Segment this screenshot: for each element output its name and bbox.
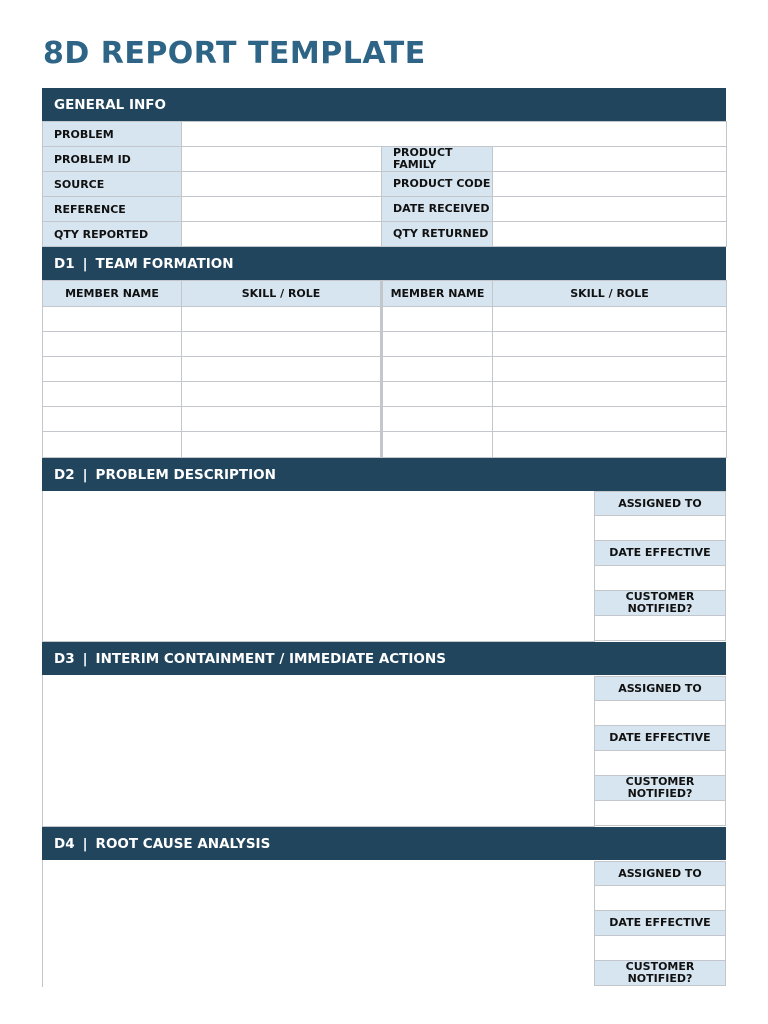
problem-id-field[interactable] [182,147,382,172]
team-table [42,280,727,458]
member-cell[interactable] [382,382,493,407]
qty-reported-field[interactable] [182,222,382,247]
d3-assigned-to-label: ASSIGNED TO [594,676,726,701]
d2-title: PROBLEM DESCRIPTION [95,466,276,483]
d1-code: D1 [54,255,75,272]
team-row [43,382,727,407]
team-row [43,357,727,382]
skill-cell[interactable] [182,407,382,432]
source-field[interactable] [182,172,382,197]
member-cell[interactable] [382,307,493,332]
skill-cell[interactable] [493,382,727,407]
page-title: 8D REPORT TEMPLATE [43,36,426,71]
d2-description-area[interactable] [42,491,595,642]
skill-cell[interactable] [182,307,382,332]
skill-role-header-2: SKILL / ROLE [493,281,727,307]
d3-date-effective-field[interactable] [594,750,726,776]
d4-separator: | [82,835,88,852]
d3-header [42,642,726,675]
reference-label: REFERENCE [43,197,182,222]
d4-date-effective-label: DATE EFFECTIVE [594,910,726,936]
reference-field[interactable] [182,197,382,222]
d2-date-effective-label: DATE EFFECTIVE [594,540,726,566]
team-row [43,432,727,458]
member-cell[interactable] [382,432,493,458]
skill-role-header-1: SKILL / ROLE [182,281,382,307]
skill-cell[interactable] [493,432,727,458]
general-info-header [42,88,726,121]
product-code-field[interactable] [493,172,727,197]
skill-cell[interactable] [493,407,727,432]
product-family-label: PRODUCT FAMILY [382,147,493,172]
skill-cell[interactable] [182,432,382,458]
d4-title: ROOT CAUSE ANALYSIS [95,835,271,852]
team-row [43,307,727,332]
d4-code: D4 [54,835,75,852]
d4-assigned-to-field[interactable] [594,885,726,911]
d4-date-effective-field[interactable] [594,935,726,961]
date-received-label: DATE RECEIVED [382,197,493,222]
d2-customer-notified-field[interactable] [594,615,726,641]
d3-date-effective-label: DATE EFFECTIVE [594,725,726,751]
skill-cell[interactable] [182,332,382,357]
d4-description-area[interactable] [42,860,595,987]
skill-cell[interactable] [493,307,727,332]
source-label: SOURCE [43,172,182,197]
d2-separator: | [82,466,88,483]
d2-assigned-to-label: ASSIGNED TO [594,491,726,516]
member-cell[interactable] [43,382,182,407]
member-cell[interactable] [43,332,182,357]
qty-returned-label: QTY RETURNED [382,222,493,247]
member-cell[interactable] [43,432,182,458]
skill-cell[interactable] [182,357,382,382]
d2-date-effective-field[interactable] [594,565,726,591]
skill-cell[interactable] [493,332,727,357]
team-row [43,407,727,432]
member-name-header-1: MEMBER NAME [43,281,182,307]
problem-id-label: PROBLEM ID [43,147,182,172]
d3-side-panel [594,676,726,826]
d4-assigned-to-label: ASSIGNED TO [594,861,726,886]
problem-field[interactable] [182,122,727,147]
general-info-title: GENERAL INFO [54,96,166,113]
problem-label: PROBLEM [43,122,182,147]
d3-customer-notified-field[interactable] [594,800,726,826]
member-cell[interactable] [382,407,493,432]
member-cell[interactable] [43,307,182,332]
skill-cell[interactable] [182,382,382,407]
d4-header [42,827,726,860]
d2-side-panel [594,491,726,641]
d1-header [42,247,726,280]
d1-title: TEAM FORMATION [95,255,234,272]
d3-code: D3 [54,650,75,667]
date-received-field[interactable] [493,197,727,222]
qty-reported-label: QTY REPORTED [43,222,182,247]
skill-cell[interactable] [493,357,727,382]
product-family-field[interactable] [493,147,727,172]
d4-side-panel [594,861,726,986]
d2-code: D2 [54,466,75,483]
qty-returned-field[interactable] [493,222,727,247]
team-row [43,332,727,357]
d4-customer-notified-label: CUSTOMER NOTIFIED? [594,960,726,986]
product-code-label: PRODUCT CODE [382,172,493,197]
d2-header [42,458,726,491]
general-info-table [42,121,727,247]
d3-description-area[interactable] [42,675,595,827]
d3-assigned-to-field[interactable] [594,700,726,726]
member-cell[interactable] [382,357,493,382]
d1-separator: | [82,255,88,272]
d2-assigned-to-field[interactable] [594,515,726,541]
member-cell[interactable] [43,357,182,382]
member-cell[interactable] [382,332,493,357]
d2-customer-notified-label: CUSTOMER NOTIFIED? [594,590,726,616]
member-name-header-2: MEMBER NAME [382,281,493,307]
d3-customer-notified-label: CUSTOMER NOTIFIED? [594,775,726,801]
member-cell[interactable] [43,407,182,432]
d3-title: INTERIM CONTAINMENT / IMMEDIATE ACTIONS [95,650,446,667]
d3-separator: | [82,650,88,667]
